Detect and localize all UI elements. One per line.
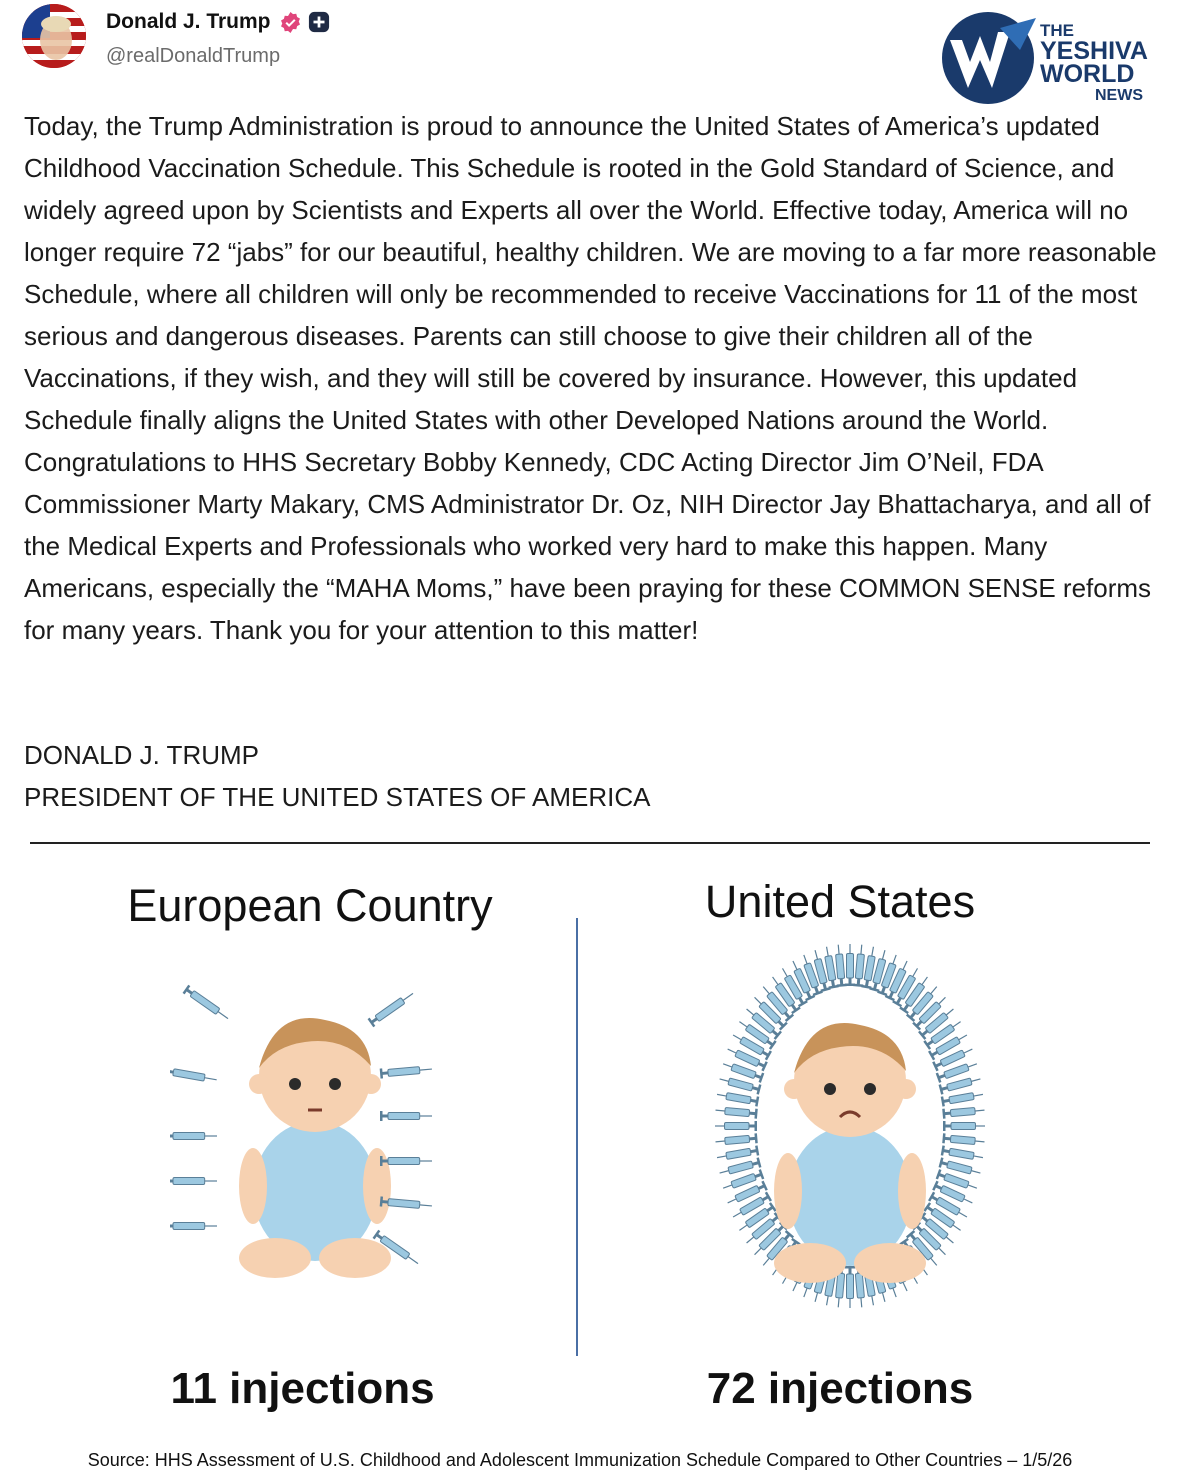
syringe-icon	[170, 1221, 217, 1231]
syringe-icon	[939, 1157, 982, 1178]
syringe-icon	[941, 1089, 984, 1106]
signature-name: DONALD J. TRUMP	[24, 740, 259, 770]
syringe-icon	[380, 1064, 433, 1078]
source-citation: Source: HHS Assessment of U.S. Childhood and Adolescent Immunization Schedule Compared to Other Countries – 1/5/26	[87, 1450, 1073, 1470]
avatar[interactable]	[22, 4, 86, 68]
verified-badge-icon	[279, 11, 302, 34]
right-column-title: United States	[704, 876, 976, 927]
syringe-icon	[715, 1121, 757, 1131]
baby-surrounded-by-syringes-illustration	[700, 941, 1000, 1321]
syringe-icon	[716, 1145, 759, 1162]
yeshiva-world-news-logo	[940, 10, 1155, 105]
syringe-icon	[170, 1066, 218, 1085]
column-divider-line	[576, 918, 578, 1356]
logo-text-yeshiva: YESHIVA	[1040, 37, 1148, 65]
syringe-icon	[716, 1089, 759, 1106]
logo-text-news: NEWS	[1095, 87, 1143, 104]
syringe-icon	[833, 944, 847, 987]
syringe-icon	[845, 944, 855, 986]
post-signature	[24, 734, 651, 818]
syringe-icon	[170, 1176, 217, 1186]
syringe-icon	[183, 985, 231, 1023]
author-handle[interactable]: @realDonaldTrump	[106, 45, 281, 67]
author-name-row	[106, 10, 330, 34]
right-injection-count: 72 injections	[706, 1364, 974, 1413]
syringe-icon	[368, 989, 416, 1027]
syringe-icon	[715, 1133, 758, 1147]
left-injection-count: 11 injections	[170, 1364, 435, 1413]
divider	[30, 842, 1150, 844]
syringe-icon	[942, 1133, 985, 1147]
vaccination-infographic[interactable]	[0, 846, 1179, 1481]
post-header	[22, 4, 722, 70]
plus-badge-icon	[308, 11, 330, 33]
logo-text-world: WORLD	[1040, 60, 1135, 88]
syringe-icon	[853, 944, 867, 987]
syringe-icon	[715, 1105, 758, 1119]
author-name[interactable]: Donald J. Trump	[106, 10, 271, 33]
syringe-icon	[939, 1074, 982, 1095]
syringe-icon	[942, 1105, 985, 1119]
syringe-icon	[845, 1266, 855, 1308]
baby-figure	[774, 1023, 926, 1283]
post-body-text: Today, the Trump Administration is proud to announce the United States of America’s updated Childhood Vaccination Schedule. This Schedule is rooted in the Gold Standard of Science, and widely agreed upon by Scientists and Experts all over the World. Effective today, America will no longer require 72 “jabs” for our beautiful, healthy children. We are moving to a far more reasonable Schedule, where all children will only be recommended to receive Vaccinations for 11 of the most serious and dangerous diseases. Parents can still choose to give their children all of the Vaccinations, if they wish, and they will still be covered by insurance. However, this updated Schedule finally aligns the United States with other Developed Nations around the World. Congratulations to HHS Secretary Bobby Kennedy, CDC Acting Director Jim O’Neil, FDA Commissioner Marty Makary, CMS Administrator Dr. Oz, NIH Director Jay Bhattacharya, and all of the Medical Experts and Professionals who worked very hard to make this happen. Many Americans, especially the “MAHA Moms,” have been praying for these COMMON SENSE reforms for many years. Thank you for your attention to this matter!	[24, 111, 1157, 645]
logo-text-the: THE	[1040, 21, 1074, 40]
syringe-icon	[718, 1157, 761, 1178]
baby-figure	[239, 1018, 391, 1278]
syringe-icon	[941, 1145, 984, 1162]
baby-with-few-syringes-illustration	[170, 976, 460, 1306]
syringe-icon	[170, 1131, 217, 1141]
syringe-icon	[718, 1074, 761, 1095]
signature-title: PRESIDENT OF THE UNITED STATES OF AMERICA	[24, 782, 651, 812]
syringe-icon	[380, 1111, 432, 1121]
left-column-title: European Country	[127, 880, 493, 931]
syringe-icon	[943, 1121, 985, 1131]
